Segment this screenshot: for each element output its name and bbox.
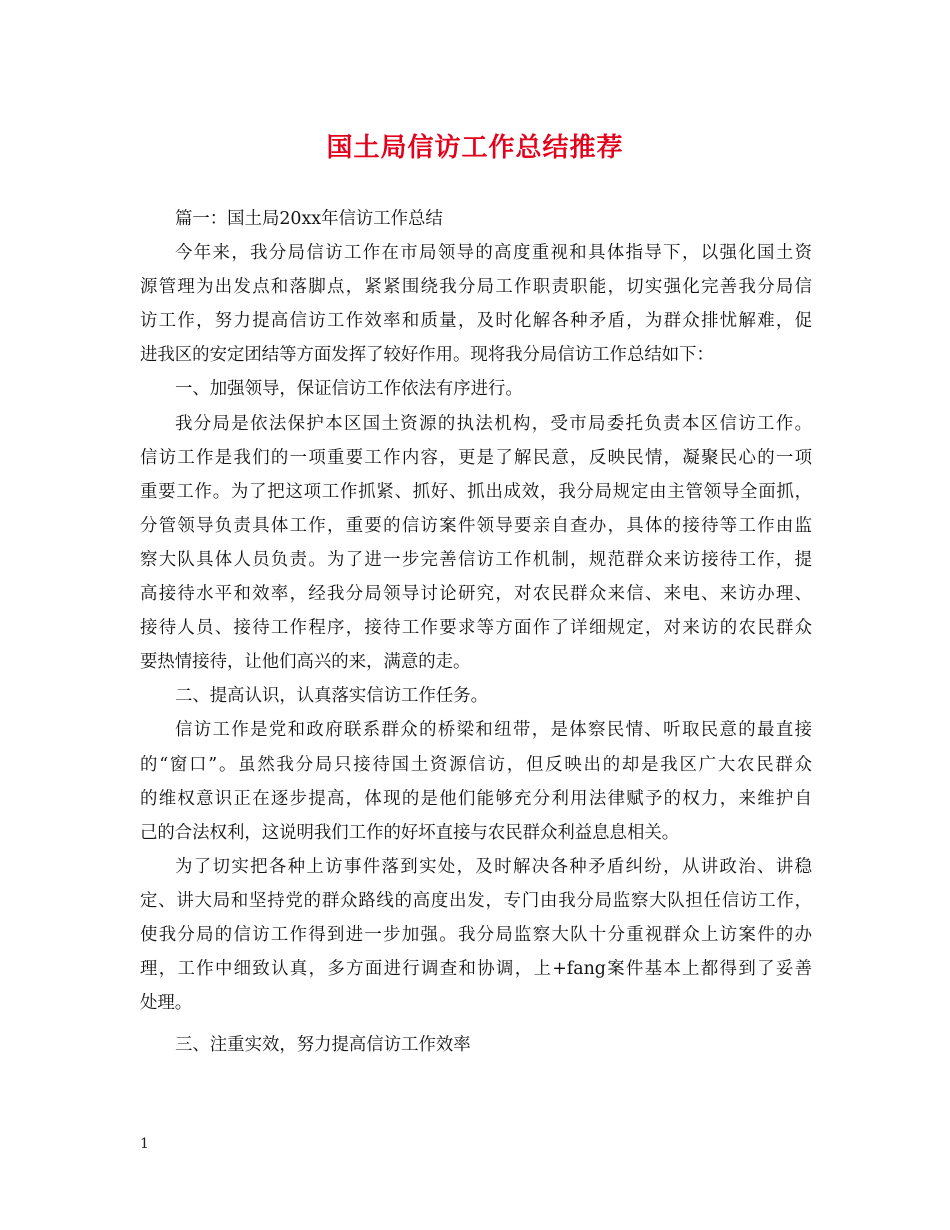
paragraph-line: 我分局是依法保护本区国土资源的执法机构，受市局委托负责本区信访工作。: [175, 413, 812, 434]
section-heading: 二、提高认识，认真落实信访工作任务。: [175, 686, 489, 707]
article-heading: 篇一：国土局20xx年信访工作总结: [175, 209, 443, 229]
paragraph-line: 重要工作。为了把这项工作抓紧、抓好、抓出成效，我分局规定由主管领导全面抓，: [140, 481, 812, 502]
paragraph-line: 的“窗口”。虽然我分局只接待国土资源信访，但反映出的却是我区广大农民群众: [140, 754, 812, 775]
paragraph-line: 分管领导负责具体工作，重要的信访案件领导要亲自查办，具体的接待等工作由监: [140, 515, 812, 536]
paragraph-line: 信访工作是我们的一项重要工作内容，更是了解民意，反映民情，凝聚民心的一项: [140, 447, 812, 468]
paragraph-line: 使我分局的信访工作得到进一步加强。我分局监察大队十分重视群众上访案件的办: [140, 924, 812, 945]
paragraph-line: 今年来，我分局信访工作在市局领导的高度重视和具体指导下，以强化国土资: [175, 243, 812, 264]
paragraph-line: 处理。: [140, 993, 193, 1014]
paragraph-line: 理，工作中细致认真，多方面进行调查和协调，上+fang案件基本上都得到了妥善: [140, 959, 812, 980]
paragraph-line: 访工作，努力提高信访工作效率和质量，及时化解各种矛盾，为群众排忧解难，促: [140, 311, 812, 332]
document-title: 国土局信访工作总结推荐: [326, 133, 624, 163]
paragraph-line: 察大队具体人员负责。为了进一步完善信访工作机制，规范群众来访接待工作，提: [140, 549, 812, 570]
page-number: 1: [140, 1136, 149, 1152]
paragraph-line: 要热情接待，让他们高兴的来，满意的走。: [140, 652, 471, 673]
paragraph-line: 定、讲大局和坚持党的群众路线的高度出发，专门由我分局监察大队担任信访工作，: [140, 890, 812, 911]
paragraph-line: 的维权意识正在逐步提高，体现的是他们能够充分利用法律赋予的权力，来维护自: [140, 788, 812, 809]
paragraph-line: 信访工作是党和政府联系群众的桥梁和纽带，是体察民情、听取民意的最直接: [175, 720, 812, 741]
paragraph-line: 为了切实把各种上访事件落到实处，及时解决各种矛盾纠纷，从讲政治、讲稳: [175, 856, 812, 877]
paragraph-line: 进我区的安定团结等方面发挥了较好作用。现将我分局信访工作总结如下：: [140, 345, 714, 366]
paragraph-line: 接待人员、接待工作程序，接待工作要求等方面作了详细规定，对来访的农民群众: [140, 618, 812, 639]
paragraph-line: 高接待水平和效率，经我分局领导讨论研究，对农民群众来信、来电、来访办理、: [140, 584, 812, 605]
paragraph-gap: [140, 1020, 812, 1028]
document-body: [140, 202, 812, 1062]
section-heading: 三、注重实效，努力提高信访工作效率: [175, 1035, 471, 1056]
paragraph-line: 己的合法权利，这说明我们工作的好坏直接与农民群众利益息息相关。: [140, 822, 680, 843]
paragraph-line: 源管理为出发点和落脚点，紧紧围绕我分局工作职责职能，切实强化完善我分局信: [140, 277, 812, 298]
section-heading: 一、加强领导，保证信访工作依法有序进行。: [175, 379, 523, 400]
